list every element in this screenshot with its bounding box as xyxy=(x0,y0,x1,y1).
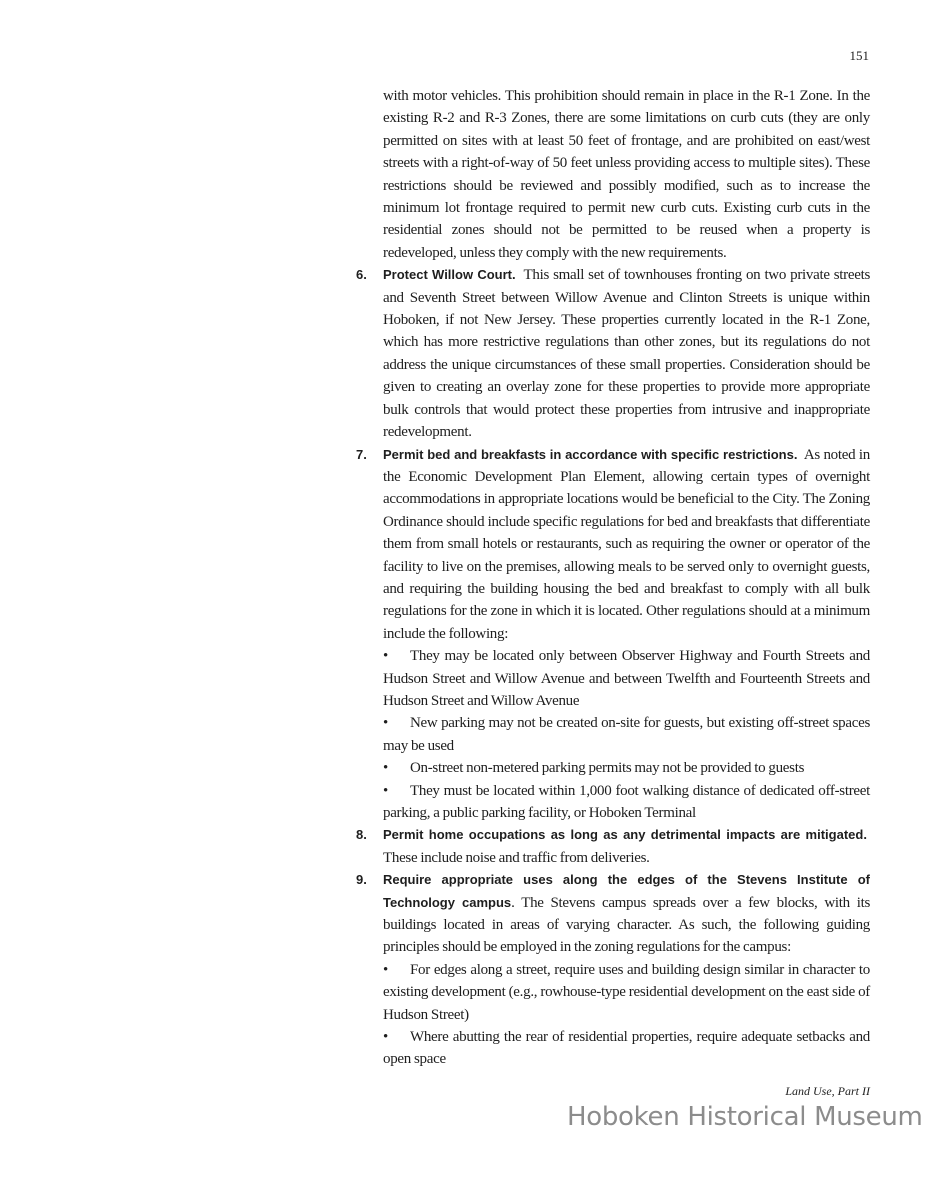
bullet-item xyxy=(383,757,870,779)
bullet-item xyxy=(383,645,870,712)
body-text xyxy=(356,0,870,1071)
item-number: 6. xyxy=(356,267,367,283)
item-paragraph xyxy=(383,869,870,959)
item-number: 8. xyxy=(356,827,367,843)
bullet-icon: • xyxy=(383,782,388,799)
bullet-icon: • xyxy=(383,715,388,732)
item-text: This small set of townhouses fronting on two private streets and Seventh Street between Willow Avenue and Clinton Streets is unique within Hoboken, if not New Jersey. These properties currently located in the R-1 Zone, which has more restrictive regulations than other zones, but its regulations do not address the unique circumstances of these small properties. Consideration should be given to creating an overlay zone for these properties to provide more appropriate bulk controls that would protect these properties from intrusive and inappropriate redevelopment. xyxy=(383,267,870,441)
item-heading: Permit bed and breakfasts in accordance with specific restrictions. xyxy=(383,446,798,462)
watermark: Hoboken Historical Museum xyxy=(567,1101,923,1132)
item-number: 7. xyxy=(356,446,367,462)
bullet-item xyxy=(383,1026,870,1071)
bullet-text: For edges along a street, require uses and building design similar in character to existing development (e.g., rowhouse-type residential development on the east side of Hudson Street) xyxy=(383,961,870,1023)
bullet-item xyxy=(383,959,870,1026)
bullet-text: Where abutting the rear of residential properties, require adequate setbacks and open space xyxy=(383,1029,870,1068)
bullet-text: New parking may not be created on-site for guests, but existing off-street spaces may be used xyxy=(383,715,870,754)
item-heading: Require appropriate uses along the edges of the Stevens Institute of Technology campus xyxy=(383,872,870,910)
item-number: 9. xyxy=(356,872,367,888)
item-paragraph xyxy=(383,264,870,443)
bullet-text: They may be located only between Observer Highway and Fourth Streets and Hudson Street and Willow Avenue and between Twelfth and Fourteenth Streets and Hudson Street and Willow Avenue xyxy=(383,648,870,709)
bullet-text: They must be located within 1,000 foot walking distance of dedicated off-street parking, a public parking facility, or Hoboken Terminal xyxy=(383,782,870,821)
item-paragraph xyxy=(383,824,870,869)
list-item xyxy=(356,824,870,869)
bullet-icon: • xyxy=(383,760,388,777)
list-item xyxy=(356,869,870,1071)
item-text: As noted in the Economic Development Plan Element, allowing certain types of overnight accommodations in appropriate locations would be beneficial to the City. The Zoning Ordinance should include specific regulations for bed and breakfasts that differentiate them from small hotels or restaurants, such as requiring the owner or operator of the facility to live on the premises, allowing meals to be served only to overnight guests, and requiring the building housing the bed and breakfast to comply with all bulk regulations for the zone in which it is located. Other regulations should at a minimum include the following: xyxy=(383,446,870,642)
item-text: . The Stevens campus spreads over a few blocks, with its buildings located in areas of varying character. As such, the following guiding principles should be employed in the zoning regulations for the campus: xyxy=(383,894,870,956)
bullet-icon: • xyxy=(383,961,388,978)
bullet-icon: • xyxy=(383,648,388,665)
item-heading: Permit home occupations as long as any detrimental impacts are mitigated. xyxy=(383,827,867,843)
bullet-icon: • xyxy=(383,1029,388,1046)
item-heading: Protect Willow Court. xyxy=(383,267,516,283)
bullet-item xyxy=(383,780,870,825)
page-footer xyxy=(0,1083,923,1133)
item-text: These include noise and traffic from deliveries. xyxy=(383,849,650,866)
list-item xyxy=(356,264,870,443)
item-paragraph xyxy=(383,444,870,646)
page-number: 151 xyxy=(849,48,869,63)
running-footer: Land Use, Part II xyxy=(785,1083,870,1098)
bullet-text: On-street non-metered parking permits may not be provided to guests xyxy=(410,760,805,777)
bullet-item xyxy=(383,712,870,757)
intro-paragraph: with motor vehicles. This prohibition should remain in place in the R-1 Zone. In the existing R-2 and R-3 Zones, there are some limitations on curb cuts (they are only permitted on sites with at least 50 feet of frontage, and are prohibited on east/west streets with a right-of-way of 50 feet unless providing access to multiple sites). These restrictions should be reviewed and possibly modified, such as to increase the minimum lot frontage required to permit new curb cuts. Existing curb cuts in the residential zones should not be permitted to be reused when a property is redeveloped, unless they comply with the new requirements. xyxy=(383,88,870,261)
list-item xyxy=(356,444,870,825)
